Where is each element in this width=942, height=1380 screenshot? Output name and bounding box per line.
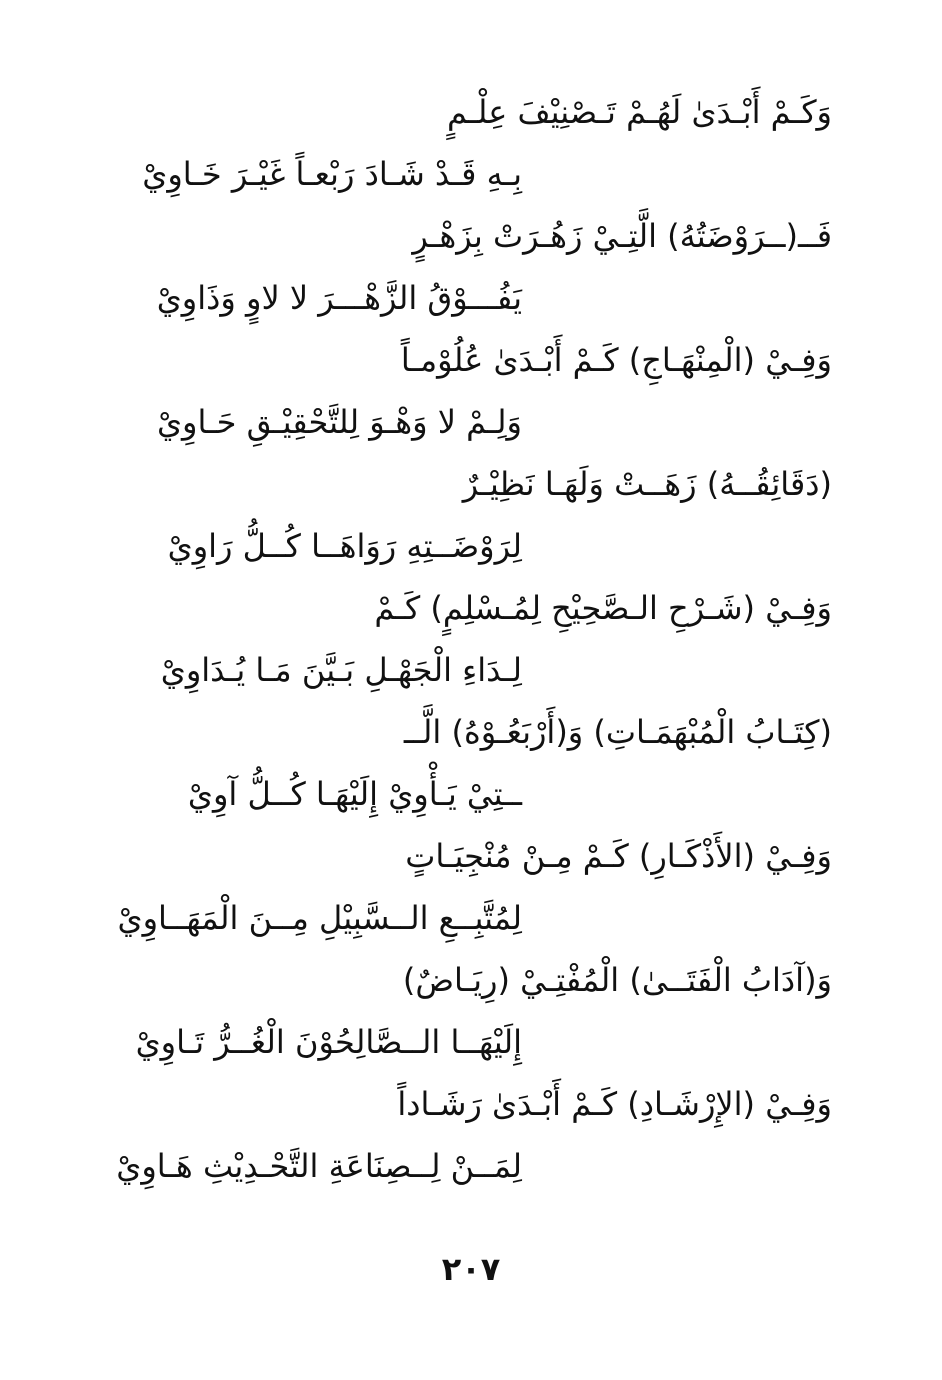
poem-line: (كِتَـابُ الْمُبْهَمَـاتِ) وَ(أَرْبَعُـوْهُ) الَّــ [403,713,832,751]
poem-line: لِمَــنْ لِــصِنَاعَةِ التَّحْـدِيْثِ هَـاوِيْ [116,1147,522,1185]
poem-line: يَفُـــوْقُ الزَّهْـــرَ لا لاوٍ وَذَاوِيْ [156,279,522,317]
poem-line: لِرَوْضَــتِهِ رَوَاهَــا كُــلُّ رَاوِيْ [167,527,522,565]
poem-line: وَ(آدَابُ الْفَتَــىٰ) الْمُفْتِـيْ (رِيَـاضٌ) [402,961,832,999]
poem-line: إِلَيْهَــا الــصَّالِحُوْنَ الْغُــرُّ تَـاوِيْ [135,1023,522,1061]
poem-line: وَكَـمْ أَبْـدَىٰ لَهُـمْ تَـصْنِيْفَ عِلْـمٍ [446,93,832,131]
poem-line: بِـهِ قَـدْ شَـادَ رَبْعـاً غَيْـرَ خَـاوِيْ [142,155,522,193]
poem-line: لِمُتَّبِــعِ الــسَّبِيْلِ مِــنَ الْمَهَــاوِيْ [117,899,522,937]
poem-line: وَفِـيْ (الإِرْشَـادِ) كَـمْ أَبْـدَىٰ رَشَـاداً [397,1085,832,1123]
poem-line: فَــ(ــرَوْضَتُهُ) الَّتِـيْ زَهُـرَتْ بِزَهْـرٍ [412,217,832,255]
poem-line: ــتِيْ يَـأْوِيْ إِلَيْهَـا كُــلُّ آوِيْ [187,775,522,813]
poem-line: وَلِـمْ لا وَهْـوَ لِلتَّحْقِيْـقِ حَـاوِيْ [156,403,522,441]
poem-line: لِـدَاءِ الْجَهْـلِ بَـيَّنَ مَـا يُـدَاوِيْ [160,651,522,689]
poem-line: وَفِـيْ (الْمِنْهَـاجِ) كَـمْ أَبْـدَىٰ عُلُوْمـاً [400,341,832,379]
poem-line: وَفِـيْ (الأَذْكَـارِ) كَـمْ مِـنْ مُنْجِيَـاتٍ [405,837,832,875]
poem-line: وَفِـيْ (شَـرْحِ الـصَّحِيْحِ لِمُـسْلِمٍ) كَـمْ [374,589,832,627]
poem-line: (دَقَائِقُــهُ) زَهَــتْ وَلَهَـا نَظِيْـرٌ [462,465,832,503]
page-number: ٢٠٧ [441,1250,501,1288]
